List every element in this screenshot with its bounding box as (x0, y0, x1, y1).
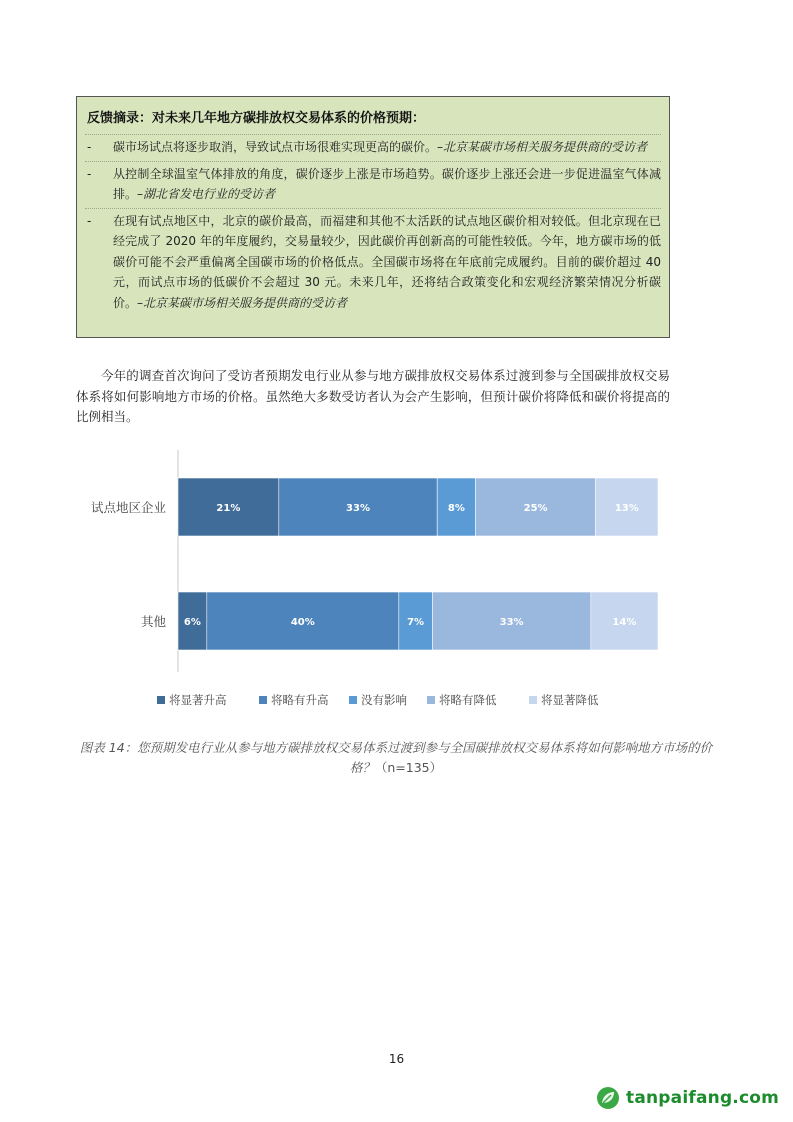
data-label: 33% (499, 617, 524, 628)
data-label: 8% (447, 503, 465, 514)
feedback-quote: 碳市场试点将逐步取消，导致试点市场很难实现更高的碳价。 (113, 140, 438, 154)
data-label: 7% (407, 617, 425, 628)
data-label: 13% (614, 503, 639, 514)
legend-label: 将显著降低 (541, 693, 599, 707)
legend-label: 没有影响 (361, 693, 407, 707)
feedback-source: –湖北省发电行业的受访者 (137, 187, 276, 201)
feedback-source: –北京某碳市场相关服务提供商的受访者 (137, 295, 348, 310)
category-label: 试点地区企业 (90, 500, 166, 515)
feedback-bullet: - (87, 213, 92, 228)
feedback-bullet: - (87, 140, 92, 154)
data-label: 40% (290, 617, 315, 628)
feedback-box (76, 96, 670, 338)
feedback-bullet: - (87, 166, 92, 181)
legend-label: 将略有升高 (271, 693, 329, 707)
watermark-text: tanpaifang.com (626, 1088, 780, 1108)
watermark[interactable] (596, 1086, 779, 1110)
sample-size: （n=135） (374, 760, 443, 775)
legend-swatch (427, 696, 435, 704)
feedback-text (113, 211, 661, 314)
data-label: 21% (216, 503, 241, 514)
legend-swatch (529, 696, 537, 704)
figure-caption (76, 738, 716, 778)
feedback-item (85, 161, 661, 208)
legend-swatch (349, 696, 357, 704)
caption-text: 图表 14：您预期发电行业从参与地方碳排放权交易体系过渡到参与全国碳排放权交易体系将如何影响地方市场的价格？ (79, 740, 713, 775)
feedback-item (85, 208, 661, 317)
feedback-text (113, 137, 661, 158)
data-label: 6% (183, 617, 201, 628)
leaf-logo-icon (596, 1086, 620, 1110)
data-label: 33% (346, 503, 370, 514)
stacked-bar-chart (60, 446, 680, 726)
legend-swatch (259, 696, 267, 704)
feedback-item (85, 134, 661, 161)
data-label: 14% (612, 617, 637, 628)
feedback-text (113, 164, 661, 205)
body-paragraph: 今年的调查首次询问了受访者预期发电行业从参与地方碳排放权交易体系过渡到参与全国碳排放权交易体系将如何影响地方市场的价格。虽然绝大多数受访者认为会产生影响，但预计碳价将降低和碳价将提高的比例相当。 (76, 368, 670, 424)
feedback-quote: 在现有试点地区中，北京的碳价最高，而福建和其他不太活跃的试点地区碳价相对较低。但北京现在已经完成了 2020 年的年度履约，交易量较少，因此碳价再创新高的可能性较低。今年，地方碳市场的低碳价可能不会严重偏离全国碳市场的价格低点。全国碳市场将在年底前完成履约。目前的碳价超过 40 元，而试点市场的低碳价不会超过 30 元。未来几年，还将结合政策变化和宏观经济繁荣情况分析碳价。 (113, 213, 661, 310)
category-label: 其他 (140, 614, 166, 629)
feedback-source: –北京某碳市场相关服务提供商的受访者 (437, 140, 648, 154)
legend-label: 将显著升高 (169, 693, 227, 707)
legend-label: 将略有降低 (439, 693, 497, 707)
data-label: 25% (523, 503, 548, 514)
feedback-quote: 从控制全球温室气体排放的角度，碳价逐步上涨是市场趋势。碳价逐步上涨还会进一步促进温室气体减排。 (113, 166, 661, 201)
legend-swatch (157, 696, 165, 704)
page-number: 16 (388, 1052, 405, 1066)
feedback-title: 反馈摘录：对未来几年地方碳排放权交易体系的价格预期： (87, 111, 426, 126)
